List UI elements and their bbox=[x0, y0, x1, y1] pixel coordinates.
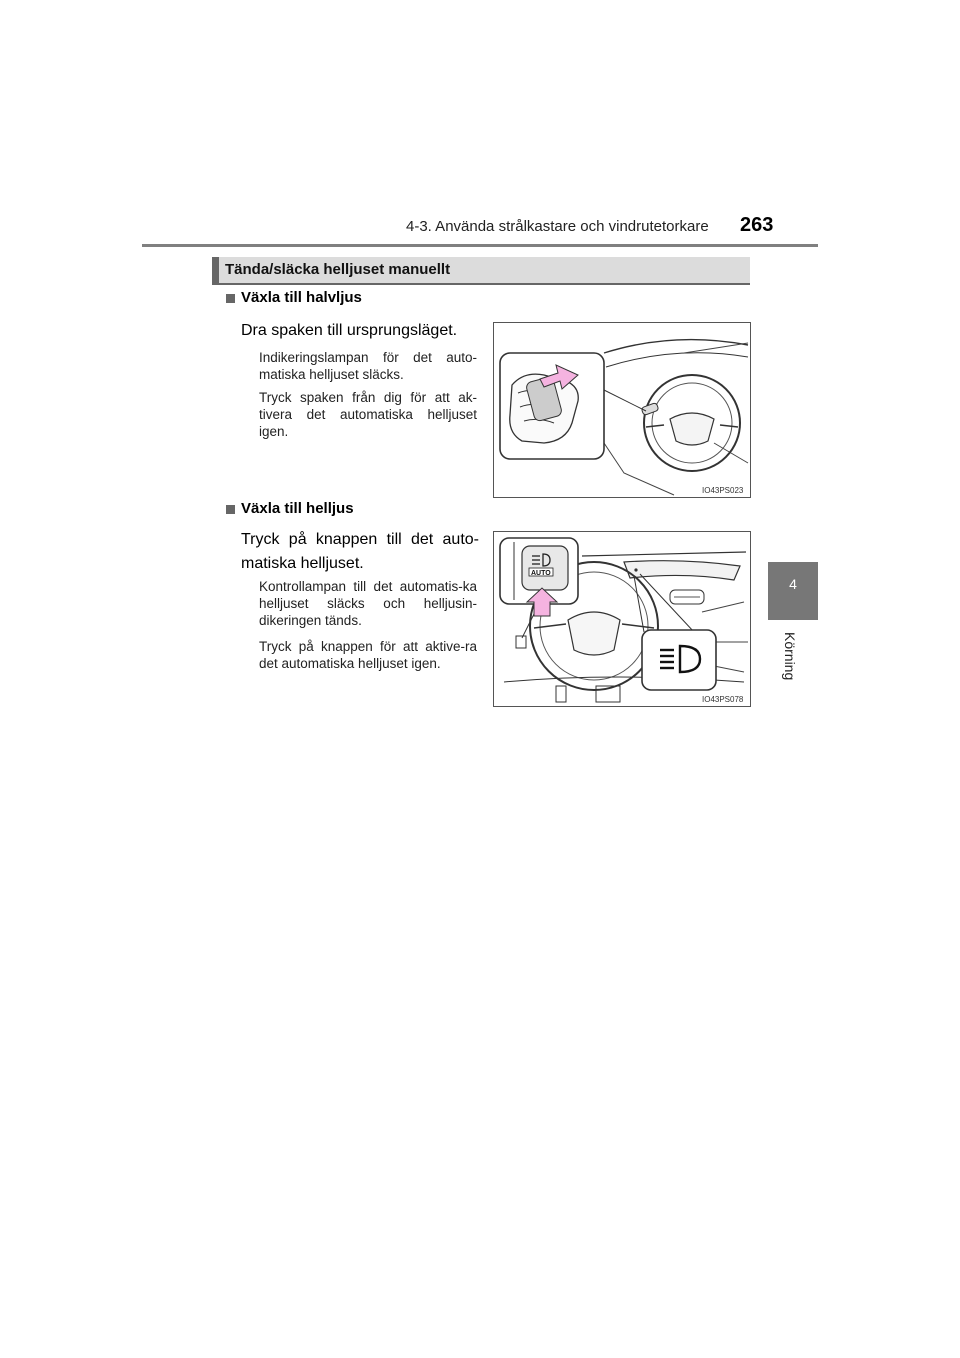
item2-heading: Växla till helljus bbox=[241, 500, 354, 517]
header-divider bbox=[142, 244, 818, 247]
auto-button-label: AUTO bbox=[531, 570, 551, 577]
lever-steering-wheel-illustration bbox=[494, 323, 750, 497]
item1-heading: Växla till halvljus bbox=[241, 289, 362, 306]
item2-note-1: Kontrollampan till det automatis-ka helljuset släcks och helljusin-dikeringen tänds. bbox=[259, 579, 477, 628]
chapter-tab-label-box bbox=[770, 632, 816, 722]
chapter-tab-number: 4 bbox=[789, 576, 797, 592]
item1-instruction: Dra spaken till ursprungsläget. bbox=[241, 322, 458, 339]
item1-note-2: Tryck spaken från dig för att ak-tivera det automatiska helljuset igen. bbox=[259, 390, 477, 439]
item1-note-1: Indikeringslampan för det auto-matiska helljuset släcks. bbox=[259, 350, 477, 382]
bullet-square-icon bbox=[226, 294, 235, 303]
dashboard-auto-button-illustration bbox=[494, 532, 750, 706]
figure-1-code: IO43PS023 bbox=[702, 486, 744, 495]
figure-2-code: IO43PS078 bbox=[702, 695, 744, 704]
chapter-header: 4-3. Använda strålkastare och vindrutetorkare bbox=[406, 218, 709, 235]
item2-note-2: Tryck på knappen för att aktive-ra det automatiska helljuset igen. bbox=[259, 639, 477, 671]
item2-instruction: Tryck på knappen till det auto-matiska helljuset. bbox=[241, 531, 479, 572]
bullet-square-icon bbox=[226, 505, 235, 514]
chapter-tab-label: Körning bbox=[782, 632, 798, 681]
figure-lever-illustration bbox=[493, 322, 751, 498]
page-number: 263 bbox=[740, 214, 774, 236]
section-title: Tända/släcka helljuset manuellt bbox=[225, 261, 451, 278]
figure-dashboard-illustration bbox=[493, 531, 751, 707]
